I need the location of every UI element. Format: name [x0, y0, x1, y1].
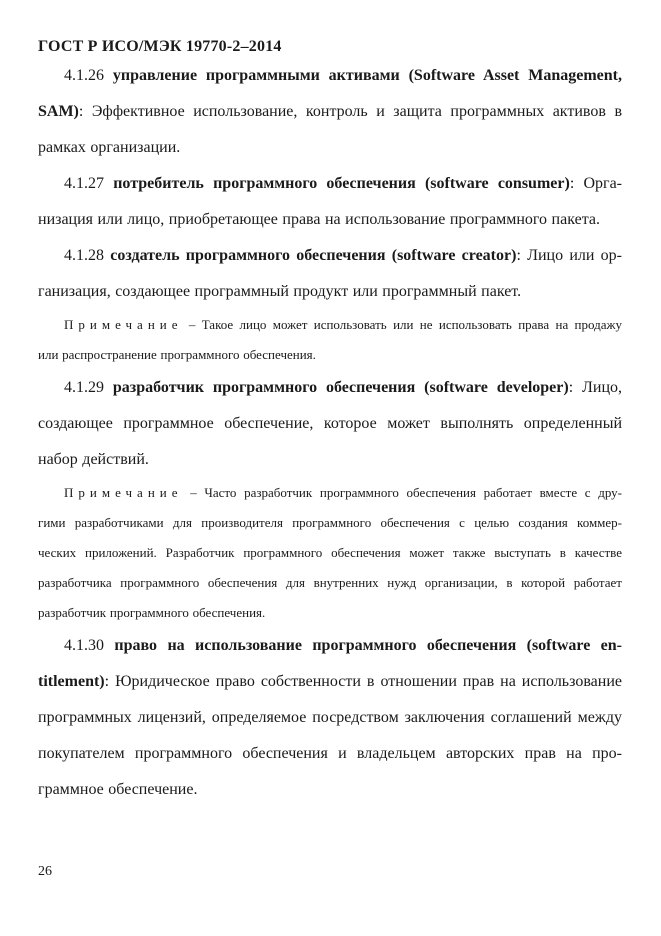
note-text: разработчик программного обеспечения.: [38, 605, 266, 620]
note-text: – Такое лицо может использовать или не использовать права на продажу: [188, 317, 622, 332]
text-line: [38, 700, 622, 736]
text-line: [38, 628, 622, 664]
term-title: потребитель программного обеспечения (software consumer): [113, 175, 570, 192]
text-line: [38, 58, 622, 94]
text-line: [38, 340, 622, 370]
document-header: ГОСТ Р ИСО/МЭК 19770-2–2014: [38, 38, 282, 55]
text-line: [38, 736, 622, 772]
term-definition: : Орга-: [569, 175, 622, 192]
term-number: 4.1.27: [64, 175, 104, 192]
text-line: [38, 772, 622, 808]
text-line: [38, 130, 622, 166]
term-title: разработчик программного обеспечения (software developer): [112, 379, 569, 396]
page-number: 26: [38, 864, 52, 879]
term-definition: : Юридическое право собственности в отношении прав на использование: [104, 673, 622, 690]
note-label: Примечание: [64, 317, 183, 332]
term-paragraph-4-1-28: [38, 238, 622, 310]
term-definition: покупателем программного обеспечения и владельцем авторских прав на про-: [38, 745, 622, 762]
text-line: [38, 94, 622, 130]
term-paragraph-4-1-27: [38, 166, 622, 238]
text-line: [38, 598, 622, 628]
text-line: [38, 406, 622, 442]
term-number: 4.1.30: [64, 637, 104, 654]
term-definition: низация или лицо, приобретающее права на использование программного пакета.: [38, 211, 600, 228]
note-label: Примечание: [64, 485, 183, 500]
text-line: [38, 538, 622, 568]
text-line: [38, 508, 622, 538]
term-title: создатель программного обеспечения (software creator): [110, 247, 517, 264]
text-line: [38, 310, 622, 340]
term-number: 4.1.28: [64, 247, 104, 264]
term-title: titlement): [38, 673, 105, 690]
term-title: управление программными активами (Software Asset Management,: [112, 67, 622, 84]
term-definition: программных лицензий, определяемое посредством заключения соглашений между: [38, 709, 622, 726]
term-definition: : Эффективное использование, контроль и защита программных активов в: [78, 103, 622, 120]
term-definition: набор действий.: [38, 451, 149, 468]
note-text: ческих приложений. Разработчик программного обеспечения может также выступать в качестве: [38, 545, 622, 560]
note-text: разработчика программного обеспечения для внутренних нужд организации, в которой работает: [38, 575, 622, 590]
text-line: [38, 202, 622, 238]
text-line: [38, 238, 622, 274]
term-definition: рамках организации.: [38, 139, 181, 156]
text-line: [38, 274, 622, 310]
term-title: право на использование программного обеспечения (software en-: [114, 637, 622, 654]
term-number: 4.1.26: [64, 67, 104, 84]
note-text: или распространение программного обеспечения.: [38, 347, 316, 362]
term-definition: создающее программное обеспечение, которое может выполнять определенный: [38, 415, 622, 432]
term-number: 4.1.29: [64, 379, 104, 396]
term-paragraph-4-1-29: [38, 370, 622, 478]
term-title: SAM): [38, 103, 79, 120]
text-line: [38, 166, 622, 202]
note-text: – Часто разработчик программного обеспечения работает вместе с дру-: [190, 485, 622, 500]
term-definition: : Лицо,: [568, 379, 622, 396]
term-definition: : Лицо или ор-: [516, 247, 622, 264]
note-paragraph-1: [38, 310, 622, 370]
text-line: [38, 442, 622, 478]
note-text: гими разработчиками для производителя программного обеспечения с целью создания коммер-: [38, 515, 622, 530]
term-paragraph-4-1-30: [38, 628, 622, 808]
text-line: [38, 370, 622, 406]
note-paragraph-2: [38, 478, 622, 628]
text-line: [38, 568, 622, 598]
term-paragraph-4-1-26: [38, 58, 622, 166]
term-definition: граммное обеспечение.: [38, 781, 198, 798]
text-line: [38, 664, 622, 700]
text-line: [38, 478, 622, 508]
term-definition: ганизация, создающее программный продукт или программный пакет.: [38, 283, 522, 300]
document-body: [38, 58, 622, 808]
